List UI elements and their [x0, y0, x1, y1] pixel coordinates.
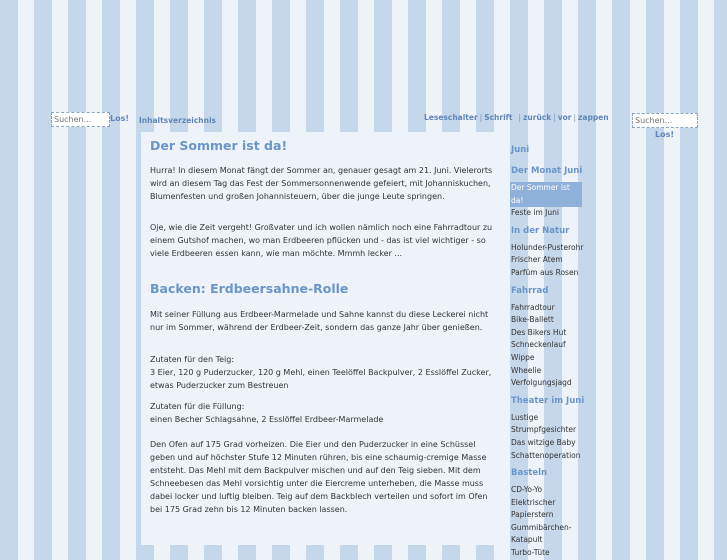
instructions-paragraph: Den Ofen auf 175 Grad vorheizen. Die Eier und den Puderzucker in eine Schüssel geben und auf höchster Stufe 12 Minuten rühren, bis eine schaumig-cremige Masse entsteht. Das Mehl mit dem Backpulver mischen und auf den Teig sieben. Mit dem Schneebesen das Mehl vorsichtig unter die Eiercreme unterheben, die Masse muss dabei locker und luftig bleiben. Teig auf dem Backblech verteilen und sofort im Ofen bei 175 Grad zehn bis 12 Minuten backen lassen. [150, 440, 488, 514]
sidebar-section-title[interactable]: In der Natur [511, 225, 570, 236]
top-navigation [424, 113, 609, 122]
sidebar-group [505, 396, 597, 462]
search-button-right[interactable]: Los! [655, 130, 675, 139]
sidebar-item[interactable]: Elektrischer Papierstern [511, 497, 556, 520]
sidebar-item[interactable]: Des Bikers Hut [511, 327, 567, 337]
sidebar-group [505, 286, 597, 390]
sidebar-sections [505, 166, 597, 560]
zurueck-link[interactable]: zurück [523, 113, 552, 122]
search-input-left[interactable] [51, 112, 110, 127]
sidebar-item[interactable]: Fahrradtour [511, 302, 555, 312]
sidebar-item[interactable]: Parfüm aus Rosen [511, 267, 579, 277]
sidebar-item[interactable]: Schattenoperation [511, 450, 581, 460]
sidebar-group [505, 226, 597, 280]
intro-paragraph-2: Oje, wie die Zeit vergeht! Großvater und ich wollen nämlich noch eine Fahrradtour zu einem Gutshof machen, wo man Erdbeeren pflücken und - das ist viel wichtiger - so viele Erdbeeren essen kann, wie man möchte. Mmmh lecker ... [150, 223, 493, 258]
sidebar-item[interactable]: Wheelie [511, 365, 542, 375]
intro-paragraph: Hurra! In diesem Monat fängt der Sommer an, genauer gesagt am 21. Juni. Vielerorts wird an diesem Tag das Fest der Sommersonnenwende gefeiert, mit Johanniskuchen, Blumenfesten und großen Johannisteuern, über die junge Leute springen. [150, 166, 493, 201]
sidebar-item[interactable]: Verfolgungsjagd [511, 378, 572, 388]
recipe-title: Backen: Erdbeersahne-Rolle [150, 281, 349, 296]
nav-separator: | [573, 113, 577, 122]
sidebar-item[interactable]: Gummibärchen-Katapult [511, 522, 572, 545]
sidebar-item[interactable]: Schneckenlauf [511, 340, 566, 350]
sidebar-item[interactable]: Das witzige Baby [511, 437, 576, 447]
sidebar-item[interactable]: Turbo-Tüte [511, 548, 550, 558]
search-button-left[interactable]: Los! [110, 114, 130, 123]
nav-separator: | [518, 113, 522, 122]
sidebar-item[interactable]: CD-Yo-Yo [511, 485, 543, 495]
filling-heading: Zutaten für die Füllung: [150, 402, 245, 411]
recipe-intro: Mit seiner Füllung aus Erdbeer-Marmelade und Sahne kannst du diese Leckerei nicht nur im Sommer, während der Erdbeer-Zeit, sondern das ganze Jahr über genießen. [150, 310, 489, 332]
sidebar-section-title[interactable]: Theater im Juni [511, 395, 585, 406]
dough-heading: Zutaten für den Teig: [150, 355, 235, 364]
dough-ingredients: 3 Eier, 120 g Puderzucker, 120 g Mehl, einen Teelöffel Backpulver, 2 Esslöffel Zucker, etwas Puderzucker zum Bestreuen [150, 368, 492, 390]
sidebar-item[interactable]: Wippe [511, 352, 535, 362]
article-content [141, 132, 503, 545]
sidebar-section-title[interactable]: Der Monat Juni [511, 166, 583, 176]
sidebar-item[interactable]: Feste im Juni [511, 208, 559, 218]
filling-ingredients: einen Becher Schlagsahne, 2 Esslöffel Erdbeer-Marmelade [150, 415, 384, 424]
nav-separator: | [553, 113, 556, 122]
leseschalter-link[interactable]: Leseschalter [424, 113, 478, 122]
search-input-right[interactable] [632, 113, 698, 128]
sidebar-section-title[interactable]: Basteln [511, 468, 548, 479]
sidebar-item[interactable]: Lustige Strumpfgesichter [511, 412, 577, 435]
sidebar-item[interactable]: Bike-Ballett [511, 315, 554, 325]
sidebar-group [505, 468, 597, 560]
sidebar-group [505, 166, 597, 220]
sidebar-item[interactable]: Frischer Atem [511, 255, 563, 265]
nav-separator: | [479, 113, 483, 122]
sidebar-section-title[interactable]: Fahrrad [511, 285, 549, 296]
sidebar-month-link[interactable]: Juni [511, 145, 530, 155]
toc-link[interactable]: Inhaltsverzeichnis [139, 116, 217, 125]
schrift-link[interactable]: Schrift [484, 113, 513, 122]
vor-link[interactable]: vor [557, 113, 572, 122]
article-title: Der Sommer ist da! [150, 138, 288, 153]
sidebar-navigation [505, 145, 597, 558]
sidebar-item[interactable]: Der Sommer ist da! [510, 182, 582, 207]
sidebar-item[interactable]: Holunder-Pusterohr [511, 242, 584, 252]
zappen-link[interactable]: zappen [578, 113, 609, 122]
